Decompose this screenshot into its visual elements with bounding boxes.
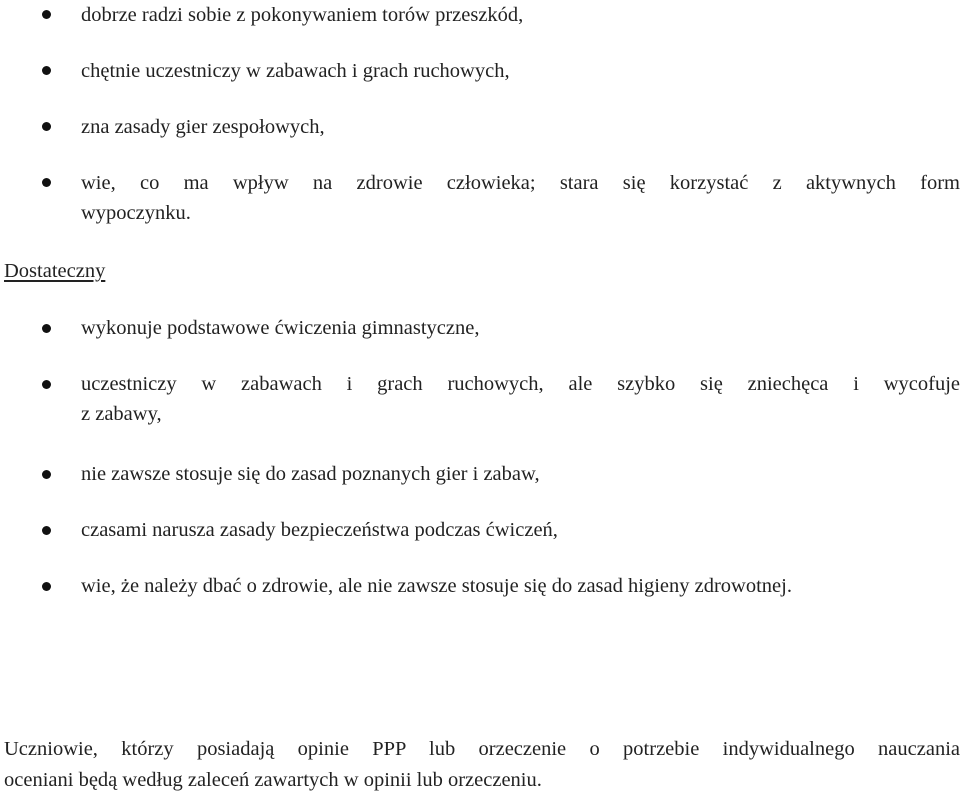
justified-text: wie, co ma wpływ na zdrowie człowieka; stara się korzystać z aktywnych form <box>81 172 960 194</box>
list-item-text: zna zasady gier zespołowych, <box>81 116 325 138</box>
list-item-text <box>81 168 960 228</box>
bullet-icon <box>42 122 51 131</box>
section-heading: Dostateczny <box>4 260 106 282</box>
list-item-text <box>81 369 960 429</box>
bullet-icon <box>42 66 51 75</box>
bullet-icon <box>42 380 51 389</box>
list-item-text: czasami narusza zasady bezpieczeństwa podczas ćwiczeń, <box>81 519 558 541</box>
bullet-icon <box>42 526 51 535</box>
list-item-text: wie, że należy dbać o zdrowie, ale nie zawsze stosuje się do zasad higieny zdrowotnej. <box>81 575 792 597</box>
footer-paragraph <box>4 734 960 796</box>
list-item-line <box>81 168 960 198</box>
list-item-text: dobrze radzi sobie z pokonywaniem torów przeszkód, <box>81 4 524 26</box>
bullet-icon <box>42 324 51 333</box>
list-item-text: wykonuje podstawowe ćwiczenia gimnastyczne, <box>81 317 480 339</box>
bullet-icon <box>42 10 51 19</box>
list-item-line: uczestniczy w zabawach i grach ruchowych, ale szybko się zniechęca i wycofuje <box>81 373 960 395</box>
list-item-line: wypoczynku. <box>81 202 191 224</box>
bullet-icon <box>42 582 51 591</box>
footer-line: oceniani będą według zaleceń zawartych w opinii lub orzeczeniu. <box>4 769 542 791</box>
bullet-icon <box>42 470 51 479</box>
list-item-text: chętnie uczestniczy w zabawach i grach ruchowych, <box>81 60 510 82</box>
list-item-line: z zabawy, <box>81 403 162 425</box>
footer-line: Uczniowie, którzy posiadają opinie PPP lub orzeczenie o potrzebie indywidualnego nauczania <box>4 738 960 760</box>
list-item-text: nie zawsze stosuje się do zasad poznanych gier i zabaw, <box>81 463 540 485</box>
bullet-icon <box>42 178 51 187</box>
